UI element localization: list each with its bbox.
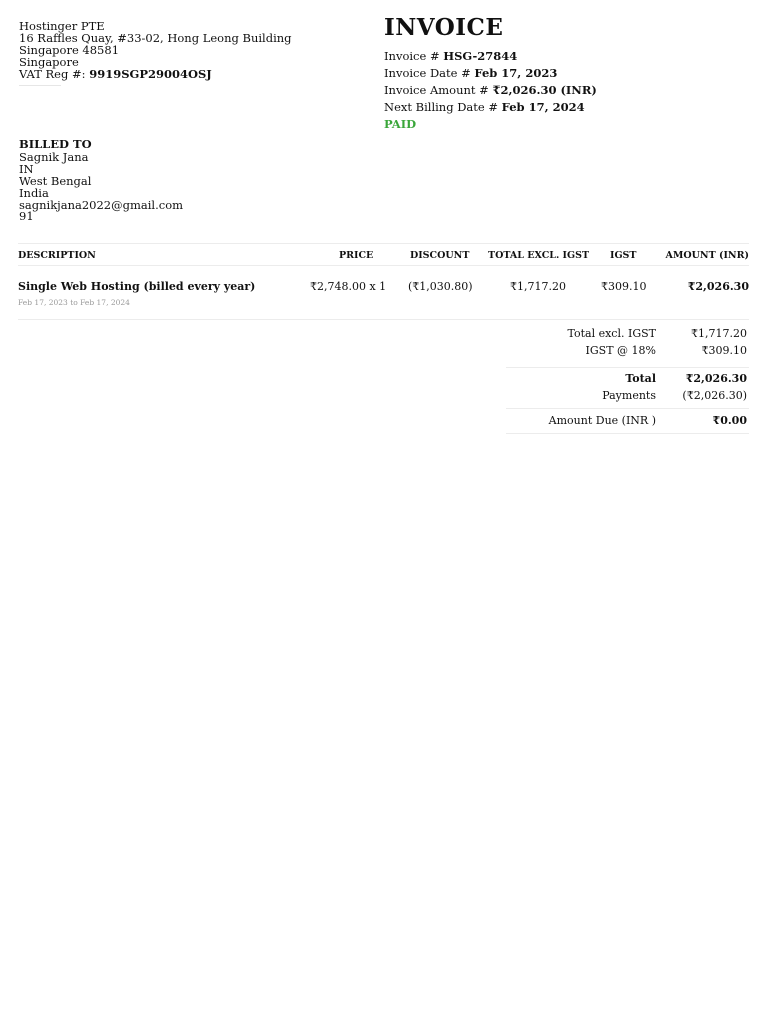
next-billing-label: Next Billing Date # — [384, 100, 499, 114]
next-billing-date — [384, 99, 597, 116]
next-billing-value: Feb 17, 2024 — [501, 100, 585, 114]
totals-summary — [506, 327, 749, 434]
invoice-number-value: HSG-27844 — [443, 49, 518, 63]
header-total-excl: TOTAL EXCL. IGST — [488, 250, 590, 261]
total-row — [506, 372, 749, 389]
igst-label: IGST @ 18% — [585, 344, 656, 357]
item-description: Single Web Hosting (billed every year) — [18, 280, 256, 293]
amount-due-label: Amount Due (INR ) — [548, 414, 656, 427]
billed-to-heading: BILLED TO — [19, 137, 92, 151]
invoice-number — [384, 48, 597, 65]
items-table — [18, 243, 749, 320]
header-amount: AMOUNT (INR) — [665, 250, 749, 261]
item-period: Feb 17, 2023 to Feb 17, 2024 — [18, 298, 130, 307]
item-discount: (₹1,030.80) — [408, 280, 473, 293]
total-label: Total — [625, 372, 656, 385]
invoice-date-value: Feb 17, 2023 — [474, 66, 558, 80]
seller-info — [19, 20, 292, 86]
item-igst: ₹309.10 — [601, 280, 647, 293]
total-value: ₹2,026.30 — [685, 372, 747, 385]
seller-address-line-1: 16 Raffles Quay, #33-02, Hong Leong Building — [19, 31, 292, 45]
item-total-excl: ₹1,717.20 — [510, 280, 566, 293]
amount-due-value: ₹0.00 — [712, 414, 747, 427]
invoice-date-label: Invoice Date # — [384, 66, 471, 80]
billed-to-name: Sagnik Jana — [19, 149, 89, 164]
invoice-number-label: Invoice # — [384, 49, 440, 63]
invoice-title: INVOICE — [384, 14, 504, 41]
payments-row — [506, 389, 749, 406]
status-badge: PAID — [384, 117, 417, 131]
amount-due-divider — [506, 433, 749, 434]
invoice-amount — [384, 82, 597, 99]
header-description: DESCRIPTION — [18, 250, 96, 261]
header-discount: DISCOUNT — [410, 250, 470, 261]
seller-vat-label: VAT Reg #: — [19, 67, 86, 81]
total-excl-label: Total excl. IGST — [567, 327, 656, 340]
item-amount: ₹2,026.30 — [687, 280, 749, 293]
seller-divider — [19, 85, 61, 86]
seller-name: Hostinger PTE — [19, 19, 105, 33]
igst-value: ₹309.10 — [701, 344, 747, 357]
billed-to-email: sagnikjana2022@gmail.com — [19, 197, 184, 212]
invoice-date — [384, 65, 597, 82]
table-bottom-rule — [18, 319, 749, 320]
billed-to-country: India — [19, 185, 49, 200]
invoice-amount-value: ₹2,026.30 (INR) — [492, 83, 597, 97]
seller-address-line-2: Singapore 48581 — [19, 43, 120, 57]
payments-value: (₹2,026.30) — [682, 389, 747, 402]
seller-vat-value: 9919SGP29004OSJ — [89, 67, 212, 81]
igst-row — [506, 344, 749, 361]
billed-to — [19, 139, 183, 223]
payments-label: Payments — [602, 389, 656, 402]
table-row — [18, 266, 749, 319]
item-price: ₹2,748.00 x 1 — [310, 280, 387, 293]
seller-country: Singapore — [19, 55, 79, 69]
amount-due-row — [506, 414, 749, 431]
header-price: PRICE — [339, 250, 374, 261]
total-excl-value: ₹1,717.20 — [691, 327, 747, 340]
invoice-amount-label: Invoice Amount # — [384, 83, 489, 97]
seller-vat — [19, 68, 292, 80]
billed-to-state: West Bengal — [19, 173, 92, 188]
billed-to-country-code: IN — [19, 161, 34, 176]
total-excl-row — [506, 327, 749, 344]
billed-to-phone: 91 — [19, 209, 34, 224]
invoice-meta — [384, 14, 597, 133]
header-igst: IGST — [610, 250, 637, 261]
table-header — [18, 244, 749, 265]
